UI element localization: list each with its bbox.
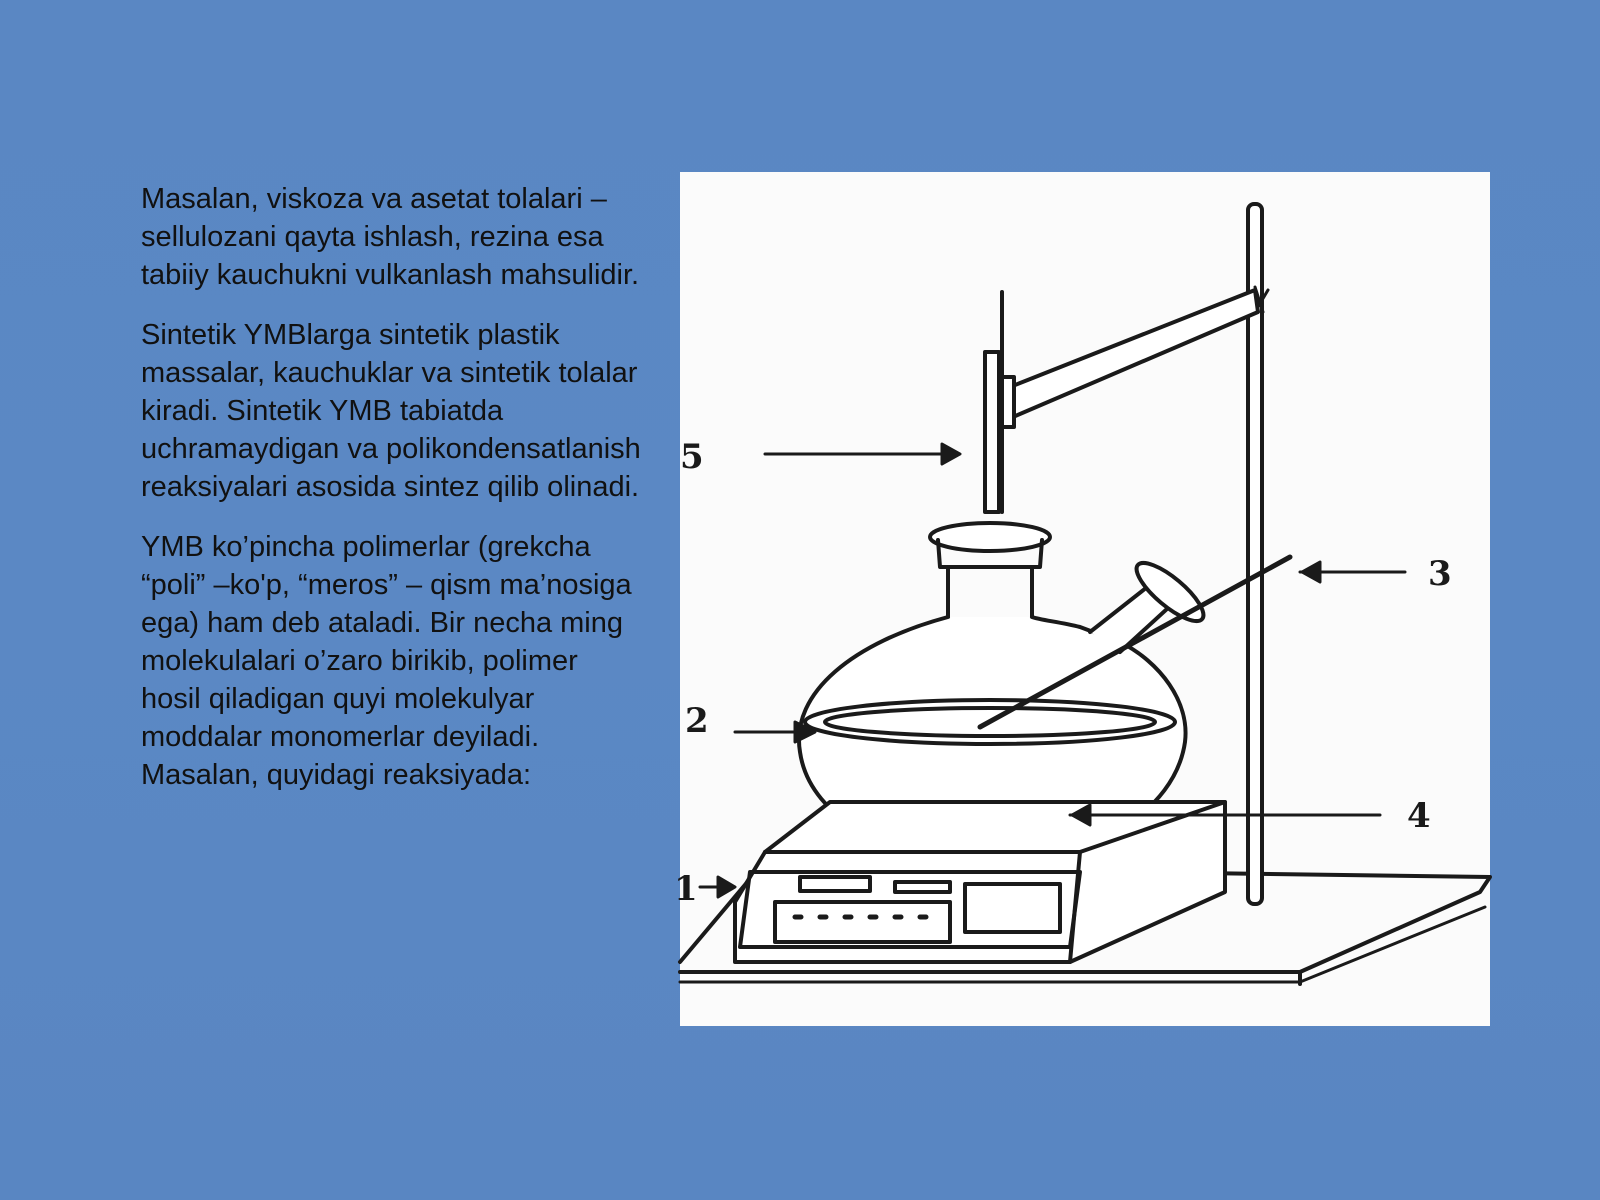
hot-plate-stirrer bbox=[735, 802, 1225, 962]
paragraph-monomers: YMB ko’pincha polimerlar (grekcha “poli” –ko'p, “meros” – qism ma’nosiga ega) ham deb ataladi. Bir necha ming molekulalari o’zaro birikib, polimer hosil qiladigan quyi molekulyar moddalar monomerlar deyiladi. Masalan, quyidagi reaksiyada: bbox=[141, 531, 632, 791]
paragraph-natural-polymers: Masalan, viskoza va asetat tolalari –sellulozani qayta ishlash, rezina esa tabiiy kauchukni vulkanlash mahsulidir. bbox=[141, 183, 640, 291]
clamp-arm bbox=[992, 290, 1258, 427]
callout-1-label: 1 bbox=[674, 869, 698, 909]
paragraph-synthetic-polymers: Sintetik YMBlarga sintetik plastik massalar, kauchuklar va sintetik tolalar kiradi. Sintetik YMB tabiatda uchramaydigan va polikondensatlanish reaksiyalari asosida sintez qilib olinadi. bbox=[141, 319, 641, 503]
callout-3-label: 3 bbox=[1428, 554, 1452, 594]
callout-5-label: 5 bbox=[680, 437, 704, 477]
apparatus-drawing bbox=[674, 172, 1490, 1026]
text-column bbox=[141, 180, 641, 816]
callout-4-label: 4 bbox=[1407, 796, 1431, 836]
stirrer-rod bbox=[985, 292, 1002, 512]
callout-2-label: 2 bbox=[685, 701, 709, 741]
flask-neck bbox=[930, 523, 1050, 617]
apparatus-figure bbox=[674, 172, 1490, 1026]
